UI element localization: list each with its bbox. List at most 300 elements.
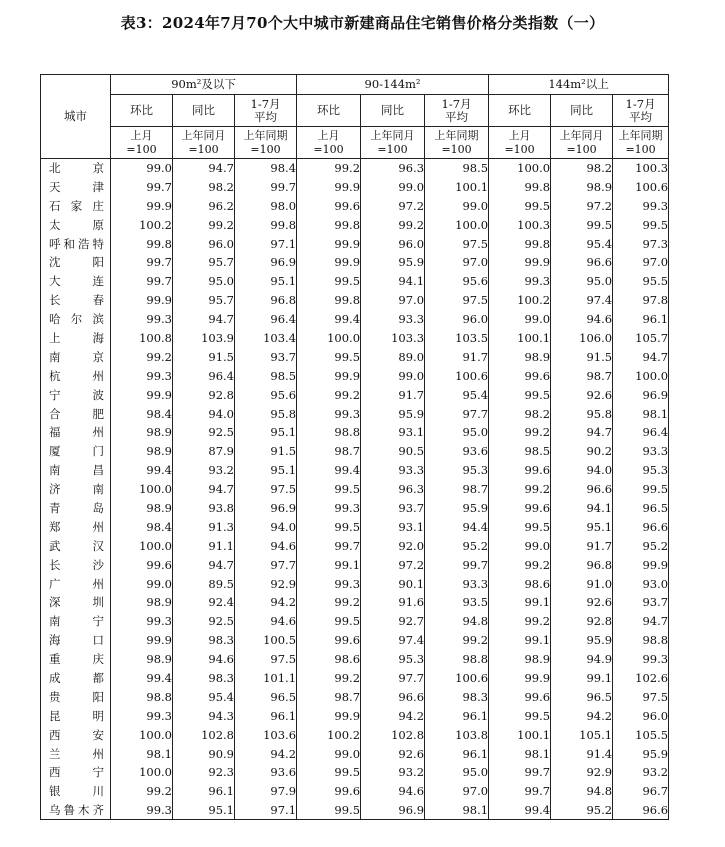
index-value: 98.9 — [489, 347, 551, 366]
index-value: 98.7 — [297, 687, 361, 706]
table-row — [41, 442, 669, 461]
index-value: 99.3 — [111, 612, 173, 631]
index-value: 93.3 — [425, 574, 489, 593]
index-value: 99.9 — [489, 253, 551, 272]
index-value: 94.1 — [551, 499, 613, 518]
index-value: 99.8 — [489, 234, 551, 253]
index-value: 99.5 — [489, 517, 551, 536]
index-value: 96.6 — [613, 517, 669, 536]
base-header-ytd-avg: 上年同期 =100 — [235, 127, 297, 159]
index-value: 97.5 — [425, 291, 489, 310]
index-value: 95.2 — [613, 536, 669, 555]
table-row — [41, 347, 669, 366]
index-value: 99.2 — [489, 480, 551, 499]
table-row — [41, 612, 669, 631]
index-value: 96.6 — [361, 687, 425, 706]
table-title: 表3：2024年7月70个大中城市新建商品住宅销售价格分类指数（一） — [120, 14, 605, 32]
index-value: 96.3 — [361, 159, 425, 178]
city-name: 石家庄 — [41, 196, 111, 215]
index-value: 95.1 — [235, 272, 297, 291]
index-value: 95.9 — [361, 404, 425, 423]
index-value: 106.0 — [551, 329, 613, 348]
city-name: 宁波 — [41, 385, 111, 404]
index-value: 96.1 — [235, 706, 297, 725]
index-value: 101.1 — [235, 669, 297, 688]
index-value: 100.0 — [489, 159, 551, 178]
index-value: 91.7 — [361, 385, 425, 404]
city-name: 南京 — [41, 347, 111, 366]
index-value: 91.3 — [173, 517, 235, 536]
index-value: 99.8 — [297, 291, 361, 310]
index-value: 99.9 — [297, 366, 361, 385]
index-value: 91.7 — [425, 347, 489, 366]
index-value: 92.6 — [551, 385, 613, 404]
index-value: 93.0 — [613, 574, 669, 593]
index-value: 99.5 — [297, 801, 361, 820]
index-value: 99.0 — [489, 310, 551, 329]
index-value: 97.5 — [613, 687, 669, 706]
index-value: 95.3 — [425, 461, 489, 480]
index-value: 98.9 — [111, 423, 173, 442]
index-value: 90.9 — [173, 744, 235, 763]
index-value: 95.7 — [173, 253, 235, 272]
index-value: 98.2 — [173, 177, 235, 196]
index-value: 98.3 — [173, 631, 235, 650]
index-value: 93.3 — [613, 442, 669, 461]
index-value: 99.4 — [297, 461, 361, 480]
city-name: 南昌 — [41, 461, 111, 480]
index-value: 99.5 — [297, 612, 361, 631]
index-value: 99.5 — [613, 215, 669, 234]
index-value: 100.2 — [111, 215, 173, 234]
index-value: 98.1 — [613, 404, 669, 423]
index-value: 94.7 — [173, 480, 235, 499]
index-value: 93.7 — [361, 499, 425, 518]
index-value: 97.2 — [361, 555, 425, 574]
index-value: 100.3 — [489, 215, 551, 234]
index-value: 103.3 — [361, 329, 425, 348]
index-value: 96.9 — [613, 385, 669, 404]
table-row — [41, 385, 669, 404]
index-value: 100.0 — [111, 763, 173, 782]
city-name: 合肥 — [41, 404, 111, 423]
index-value: 98.5 — [425, 159, 489, 178]
index-value: 99.3 — [613, 650, 669, 669]
city-name: 北京 — [41, 159, 111, 178]
index-value: 99.2 — [361, 215, 425, 234]
index-value: 98.4 — [111, 404, 173, 423]
city-name: 昆明 — [41, 706, 111, 725]
city-name: 济南 — [41, 480, 111, 499]
index-value: 99.9 — [489, 669, 551, 688]
table-row — [41, 366, 669, 385]
sub-header-ytd-avg: 1-7月 平均 — [425, 95, 489, 127]
index-value: 98.8 — [111, 687, 173, 706]
index-value: 103.5 — [425, 329, 489, 348]
index-value: 94.7 — [173, 159, 235, 178]
index-value: 95.6 — [425, 272, 489, 291]
index-value: 98.0 — [235, 196, 297, 215]
index-value: 96.1 — [173, 782, 235, 801]
index-value: 105.1 — [551, 725, 613, 744]
city-name: 哈尔滨 — [41, 310, 111, 329]
table-row — [41, 423, 669, 442]
index-value: 100.6 — [613, 177, 669, 196]
index-value: 96.3 — [361, 480, 425, 499]
index-value: 93.5 — [425, 593, 489, 612]
index-value: 100.2 — [297, 725, 361, 744]
index-value: 98.2 — [551, 159, 613, 178]
index-value: 96.0 — [613, 706, 669, 725]
index-value: 92.8 — [173, 385, 235, 404]
base-header-yoy: 上年同月 =100 — [173, 127, 235, 159]
city-name: 呼和浩特 — [41, 234, 111, 253]
city-name: 南宁 — [41, 612, 111, 631]
index-value: 99.9 — [297, 177, 361, 196]
index-value: 92.9 — [235, 574, 297, 593]
table-row — [41, 499, 669, 518]
base-header-yoy: 上年同月 =100 — [551, 127, 613, 159]
index-value: 99.6 — [297, 196, 361, 215]
index-value: 99.2 — [297, 159, 361, 178]
city-header: 城市 — [41, 75, 111, 159]
index-value: 95.8 — [235, 404, 297, 423]
index-value: 94.7 — [613, 612, 669, 631]
index-value: 91.4 — [551, 744, 613, 763]
index-value: 99.3 — [111, 310, 173, 329]
index-value: 100.6 — [425, 366, 489, 385]
index-value: 92.6 — [361, 744, 425, 763]
table-row — [41, 461, 669, 480]
index-value: 94.7 — [551, 423, 613, 442]
index-value: 96.4 — [235, 310, 297, 329]
index-value: 99.8 — [111, 234, 173, 253]
index-value: 98.7 — [551, 366, 613, 385]
index-value: 105.5 — [613, 725, 669, 744]
index-value: 95.4 — [425, 385, 489, 404]
index-value: 95.1 — [235, 461, 297, 480]
price-index-table — [40, 74, 669, 820]
table-row — [41, 706, 669, 725]
index-value: 97.3 — [613, 234, 669, 253]
index-value: 99.9 — [111, 631, 173, 650]
index-value: 94.4 — [425, 517, 489, 536]
index-value: 100.1 — [489, 725, 551, 744]
index-value: 93.2 — [613, 763, 669, 782]
index-value: 95.1 — [551, 517, 613, 536]
city-name: 贵阳 — [41, 687, 111, 706]
index-value: 95.0 — [425, 423, 489, 442]
index-value: 99.7 — [111, 177, 173, 196]
index-value: 99.3 — [613, 196, 669, 215]
index-value: 90.1 — [361, 574, 425, 593]
index-value: 99.2 — [297, 593, 361, 612]
index-value: 92.5 — [173, 423, 235, 442]
table-row — [41, 669, 669, 688]
index-value: 99.2 — [489, 555, 551, 574]
index-value: 95.6 — [235, 385, 297, 404]
index-value: 102.6 — [613, 669, 669, 688]
city-name: 兰州 — [41, 744, 111, 763]
index-value: 92.8 — [551, 612, 613, 631]
index-value: 96.0 — [425, 310, 489, 329]
index-value: 93.2 — [173, 461, 235, 480]
table-row — [41, 650, 669, 669]
index-value: 96.0 — [173, 234, 235, 253]
city-name: 大连 — [41, 272, 111, 291]
index-value: 98.6 — [297, 650, 361, 669]
city-name: 深圳 — [41, 593, 111, 612]
city-name: 福州 — [41, 423, 111, 442]
index-value: 94.0 — [173, 404, 235, 423]
table-row — [41, 631, 669, 650]
city-name: 杭州 — [41, 366, 111, 385]
index-value: 92.9 — [551, 763, 613, 782]
table-row — [41, 517, 669, 536]
index-value: 98.7 — [425, 480, 489, 499]
index-value: 98.3 — [173, 669, 235, 688]
table-row — [41, 744, 669, 763]
index-value: 98.7 — [297, 442, 361, 461]
index-value: 100.0 — [111, 725, 173, 744]
index-value: 98.6 — [489, 574, 551, 593]
index-value: 95.5 — [613, 272, 669, 291]
index-value: 98.4 — [111, 517, 173, 536]
index-value: 99.6 — [489, 366, 551, 385]
city-name: 太原 — [41, 215, 111, 234]
index-value: 96.4 — [173, 366, 235, 385]
index-value: 99.5 — [489, 706, 551, 725]
index-value: 94.0 — [235, 517, 297, 536]
index-value: 96.6 — [551, 480, 613, 499]
index-value: 96.8 — [551, 555, 613, 574]
index-value: 99.3 — [297, 499, 361, 518]
index-value: 97.7 — [235, 555, 297, 574]
index-value: 100.2 — [489, 291, 551, 310]
index-value: 99.1 — [489, 631, 551, 650]
index-value: 99.2 — [111, 782, 173, 801]
index-value: 94.2 — [361, 706, 425, 725]
index-value: 97.8 — [613, 291, 669, 310]
index-value: 100.8 — [111, 329, 173, 348]
index-value: 99.2 — [173, 215, 235, 234]
index-value: 93.1 — [361, 423, 425, 442]
index-value: 96.9 — [235, 253, 297, 272]
index-value: 95.7 — [173, 291, 235, 310]
index-value: 98.4 — [235, 159, 297, 178]
index-value: 99.6 — [489, 499, 551, 518]
index-value: 99.8 — [297, 215, 361, 234]
index-value: 99.5 — [613, 480, 669, 499]
index-value: 91.5 — [235, 442, 297, 461]
table-row — [41, 782, 669, 801]
index-value: 97.4 — [551, 291, 613, 310]
table-row — [41, 196, 669, 215]
index-value: 99.0 — [361, 366, 425, 385]
index-value: 95.2 — [551, 801, 613, 820]
group-header-90-144: 90-144m² — [297, 75, 489, 95]
table-row — [41, 253, 669, 272]
index-value: 99.1 — [489, 593, 551, 612]
table-body — [41, 159, 669, 820]
sub-header-mom: 环比 — [297, 95, 361, 127]
index-value: 99.3 — [111, 801, 173, 820]
city-name: 长春 — [41, 291, 111, 310]
index-value: 99.6 — [111, 555, 173, 574]
index-value: 98.8 — [425, 650, 489, 669]
index-value: 99.2 — [489, 423, 551, 442]
index-value: 94.6 — [551, 310, 613, 329]
index-value: 92.0 — [361, 536, 425, 555]
index-value: 95.8 — [551, 404, 613, 423]
table-row — [41, 310, 669, 329]
city-name: 天津 — [41, 177, 111, 196]
index-value: 99.0 — [297, 744, 361, 763]
index-value: 95.3 — [361, 650, 425, 669]
index-value: 98.2 — [489, 404, 551, 423]
index-value: 99.9 — [297, 253, 361, 272]
index-value: 97.1 — [235, 801, 297, 820]
index-value: 97.5 — [425, 234, 489, 253]
index-value: 99.9 — [111, 385, 173, 404]
index-value: 98.5 — [235, 366, 297, 385]
index-value: 103.4 — [235, 329, 297, 348]
city-name: 郑州 — [41, 517, 111, 536]
index-value: 93.7 — [235, 347, 297, 366]
table-row — [41, 801, 669, 820]
index-value: 99.0 — [489, 536, 551, 555]
index-value: 97.5 — [235, 650, 297, 669]
index-value: 99.9 — [111, 291, 173, 310]
index-value: 99.7 — [235, 177, 297, 196]
index-value: 91.5 — [173, 347, 235, 366]
index-value: 91.6 — [361, 593, 425, 612]
index-value: 89.5 — [173, 574, 235, 593]
sub-header-yoy: 同比 — [361, 95, 425, 127]
index-value: 99.1 — [551, 669, 613, 688]
index-value: 99.7 — [111, 272, 173, 291]
index-value: 95.4 — [551, 234, 613, 253]
index-value: 89.0 — [361, 347, 425, 366]
index-value: 96.1 — [425, 744, 489, 763]
index-value: 99.9 — [613, 555, 669, 574]
base-header-mom: 上月 =100 — [297, 127, 361, 159]
index-value: 103.9 — [173, 329, 235, 348]
index-value: 94.2 — [235, 593, 297, 612]
index-value: 98.9 — [489, 650, 551, 669]
table-row — [41, 291, 669, 310]
index-value: 90.2 — [551, 442, 613, 461]
index-value: 97.4 — [361, 631, 425, 650]
index-value: 99.9 — [297, 234, 361, 253]
index-value: 99.7 — [297, 536, 361, 555]
table-row — [41, 725, 669, 744]
group-header-over-144: 144m²以上 — [489, 75, 669, 95]
index-value: 99.2 — [297, 385, 361, 404]
index-value: 94.8 — [425, 612, 489, 631]
index-value: 95.0 — [173, 272, 235, 291]
index-value: 98.8 — [613, 631, 669, 650]
index-value: 100.0 — [613, 366, 669, 385]
index-value: 97.2 — [361, 196, 425, 215]
index-value: 93.8 — [173, 499, 235, 518]
index-value: 96.7 — [613, 782, 669, 801]
index-value: 93.2 — [361, 763, 425, 782]
index-value: 97.0 — [361, 291, 425, 310]
index-value: 99.9 — [111, 196, 173, 215]
index-value: 99.6 — [489, 687, 551, 706]
index-value: 95.1 — [173, 801, 235, 820]
table-row — [41, 404, 669, 423]
index-value: 99.4 — [111, 461, 173, 480]
index-value: 93.3 — [361, 461, 425, 480]
group-header-under-90: 90m²及以下 — [111, 75, 297, 95]
table-row — [41, 536, 669, 555]
base-header-ytd-avg: 上年同期 =100 — [613, 127, 669, 159]
city-name: 银川 — [41, 782, 111, 801]
index-value: 102.8 — [173, 725, 235, 744]
index-value: 91.5 — [551, 347, 613, 366]
index-value: 98.5 — [489, 442, 551, 461]
city-name: 武汉 — [41, 536, 111, 555]
index-value: 94.9 — [551, 650, 613, 669]
index-value: 96.4 — [613, 423, 669, 442]
index-value: 99.8 — [235, 215, 297, 234]
index-value: 99.3 — [111, 366, 173, 385]
index-value: 97.5 — [235, 480, 297, 499]
index-value: 92.5 — [173, 612, 235, 631]
index-value: 95.2 — [425, 536, 489, 555]
index-value: 92.7 — [361, 612, 425, 631]
index-value: 97.7 — [361, 669, 425, 688]
index-value: 100.5 — [235, 631, 297, 650]
index-value: 94.7 — [173, 555, 235, 574]
city-name: 上海 — [41, 329, 111, 348]
index-value: 96.8 — [235, 291, 297, 310]
city-name: 重庆 — [41, 650, 111, 669]
index-value: 95.9 — [613, 744, 669, 763]
table-row — [41, 272, 669, 291]
sub-header-row — [41, 95, 669, 127]
index-value: 100.0 — [111, 536, 173, 555]
index-value: 98.1 — [425, 801, 489, 820]
table-row — [41, 555, 669, 574]
index-value: 99.4 — [297, 310, 361, 329]
index-value: 100.1 — [489, 329, 551, 348]
index-value: 94.6 — [235, 536, 297, 555]
index-value: 94.2 — [551, 706, 613, 725]
index-value: 90.5 — [361, 442, 425, 461]
sub-header-ytd-avg: 1-7月 平均 — [235, 95, 297, 127]
index-value: 98.9 — [551, 177, 613, 196]
index-value: 96.1 — [425, 706, 489, 725]
index-value: 98.8 — [297, 423, 361, 442]
index-value: 99.7 — [111, 253, 173, 272]
index-value: 98.9 — [111, 650, 173, 669]
index-value: 103.6 — [235, 725, 297, 744]
table-row — [41, 593, 669, 612]
sub-header-mom: 环比 — [111, 95, 173, 127]
table-row — [41, 763, 669, 782]
city-name: 乌鲁木齐 — [41, 801, 111, 820]
index-value: 97.0 — [425, 253, 489, 272]
index-value: 103.8 — [425, 725, 489, 744]
index-value: 97.0 — [613, 253, 669, 272]
index-value: 99.0 — [425, 196, 489, 215]
index-value: 97.0 — [425, 782, 489, 801]
index-value: 95.4 — [173, 687, 235, 706]
index-value: 98.1 — [111, 744, 173, 763]
